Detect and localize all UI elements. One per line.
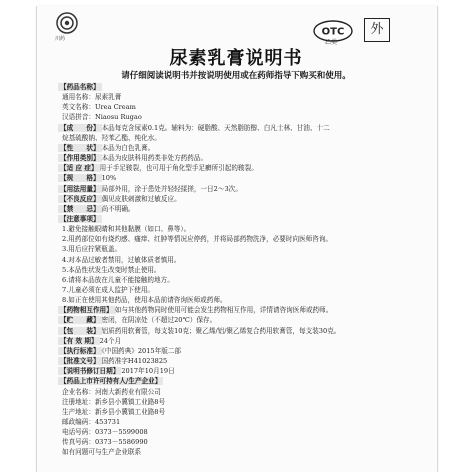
section-label: 【执行标准】 [60, 346, 100, 355]
section-label: 【药品名称】 [60, 83, 100, 91]
leaflet-line [58, 327, 340, 336]
section-text: 2017年10月19日 [121, 367, 175, 376]
leaflet-line [62, 448, 141, 457]
otc-class-label: 乙类 [325, 39, 338, 46]
section-text: 7.儿童必须在成人监护下使用。 [62, 286, 155, 294]
section-text: 局部外用，涂于患处并轻轻揉搓，一日2～3次。 [101, 184, 242, 193]
leaflet-line [58, 195, 181, 204]
section-text: 注册地址：新乡县小冀镇工业路8号 [62, 397, 166, 406]
section-text: 电话号码：0373－5599008 [62, 428, 148, 437]
section-text: 如与其他药物同时使用可能会发生药物相互作用，详情请咨询医师或药师。 [114, 306, 333, 315]
section-text: 本品为白色乳膏。 [101, 143, 155, 152]
section-label: 【有 效 期】 [60, 336, 98, 345]
section-text: 5.本品性状发生改变时禁止使用。 [62, 265, 161, 274]
section-label: 【适 应 症】 [60, 164, 98, 173]
section-text: 铝质药用软膏管，每支装10克；聚乙烯/铝/聚乙烯复合药用软膏管，每支装30克。 [101, 326, 341, 335]
section-text: 偶见皮肤刺激和过敏反应。 [101, 194, 181, 203]
section-text: 传真号码：0373－5586990 [62, 438, 148, 447]
leaflet-line [62, 93, 121, 102]
leaflet-line [62, 256, 180, 265]
leaflet-line [62, 408, 165, 417]
section-text: 1.避免接触眼睛和其他黏膜（如口、鼻等）。 [62, 225, 191, 234]
leaflet-line [62, 134, 161, 143]
section-text: 邮政编码：453731 [62, 417, 121, 426]
section-label: 【规 格】 [60, 174, 100, 183]
section-label: 【作用类别】 [60, 154, 100, 163]
leaflet-line [58, 337, 121, 346]
section-text: 通用名称：尿素乳膏 [62, 93, 122, 102]
leaflet-line [62, 103, 136, 112]
leaflet-line [62, 245, 121, 254]
leaflet-line [58, 316, 216, 325]
section-label: 【药物相互作用】 [60, 306, 113, 315]
section-text: 24个月 [99, 336, 122, 345]
section-text: 尚不明确。 [101, 204, 135, 213]
leaflet-line [58, 215, 102, 224]
leaflet-line [62, 438, 148, 447]
otc-label: OTC [321, 26, 345, 38]
leaflet-line [58, 174, 116, 183]
section-text: 8.如正在使用其他药品，使用本品前请咨询医师或药师。 [62, 296, 227, 305]
section-label: 【用法用量】 [60, 184, 100, 193]
leaflet-line [62, 286, 154, 295]
leaflet-line [58, 83, 102, 92]
section-text: 如有问题可与生产企业联系 [62, 448, 142, 457]
leaflet-line [62, 296, 227, 305]
leaflet-line [62, 418, 120, 427]
section-text: 10% [101, 174, 117, 183]
section-text: 企业名称：河南大新药业有限公司 [62, 387, 161, 396]
leaflet-line [62, 113, 142, 122]
section-label: 【包 装】 [60, 326, 100, 335]
section-text: 本品每克含尿素0.1克。辅料为：硬脂酸、天然脂肪醇、白凡士林、甘油、十二 [101, 123, 330, 132]
section-label: 【成 份】 [60, 123, 100, 132]
section-text: 3.用后应拧紧瓶盖。 [62, 245, 122, 254]
section-label: 【注意事项】 [60, 214, 100, 223]
leaflet-line [58, 154, 207, 163]
section-text: 密闭，在阴凉处（不超过20℃）保存。 [101, 316, 217, 325]
section-label: 【性 状】 [60, 143, 100, 152]
leaflet-line [62, 398, 165, 407]
leaflet-line [62, 266, 161, 275]
section-text: 生产地址：新乡县小冀镇工业路8号 [62, 407, 166, 416]
leaflet-line [62, 225, 190, 234]
external-use-mark: 外 [364, 18, 390, 42]
leaflet-line [58, 205, 135, 214]
company-logo-icon [56, 12, 78, 34]
leaflet-line [58, 306, 332, 315]
leaflet-line [58, 357, 167, 366]
section-text: 6.请将本品放在儿童不能接触的地方。 [62, 275, 174, 284]
leaflet-line [62, 235, 332, 244]
leaflet-line [58, 124, 330, 133]
section-label: 【贮 藏】 [60, 316, 100, 325]
section-text: 英文名称：Urea Cream [62, 103, 136, 112]
section-label: 【禁 忌】 [60, 204, 100, 213]
usage-warning: 请仔细阅读说明书并按说明使用或在药师指导下购买和使用。 [121, 71, 351, 81]
leaflet-line [58, 347, 181, 356]
section-text: 2.用药部位如有烧灼感、瘙痒、红肿等情况应停药，并将局部药物洗净，必要时向医师咨询。 [62, 235, 333, 244]
leaflet-line [58, 144, 154, 153]
section-text: 用于手足皲裂，也可用于角化型手足癣所引起的皲裂。 [99, 164, 258, 173]
section-label: 【说明书修订日期】 [60, 367, 120, 376]
section-text: 《中国药典》2015年版二部 [101, 346, 181, 355]
section-text: 本品为皮肤科用药类非处方药药品。 [101, 154, 208, 163]
leaflet-line [58, 367, 175, 376]
leaflet-line [62, 388, 161, 397]
leaflet-line [58, 164, 258, 173]
leaflet-line [58, 377, 163, 386]
section-text: 4.对本品过敏者禁用，过敏体质者慎用。 [62, 255, 181, 264]
leaflet-line [62, 428, 148, 437]
section-text: 烷基硫酸钠、羟苯乙酯、纯化水。 [62, 133, 161, 142]
leaflet-line [58, 185, 242, 194]
section-text: 汉语拼音：Niaosu Rugao [62, 113, 142, 122]
page-title: 尿素乳膏说明书 [169, 48, 303, 69]
section-label: 【不良反应】 [60, 194, 100, 203]
section-label: 【药品上市许可持有人/生产企业】 [60, 377, 162, 386]
section-label: 【批准文号】 [60, 357, 100, 366]
leaflet-line [62, 276, 174, 285]
section-text: 国药准字H41023825 [101, 357, 168, 366]
logo-text: 川药 [55, 36, 66, 42]
